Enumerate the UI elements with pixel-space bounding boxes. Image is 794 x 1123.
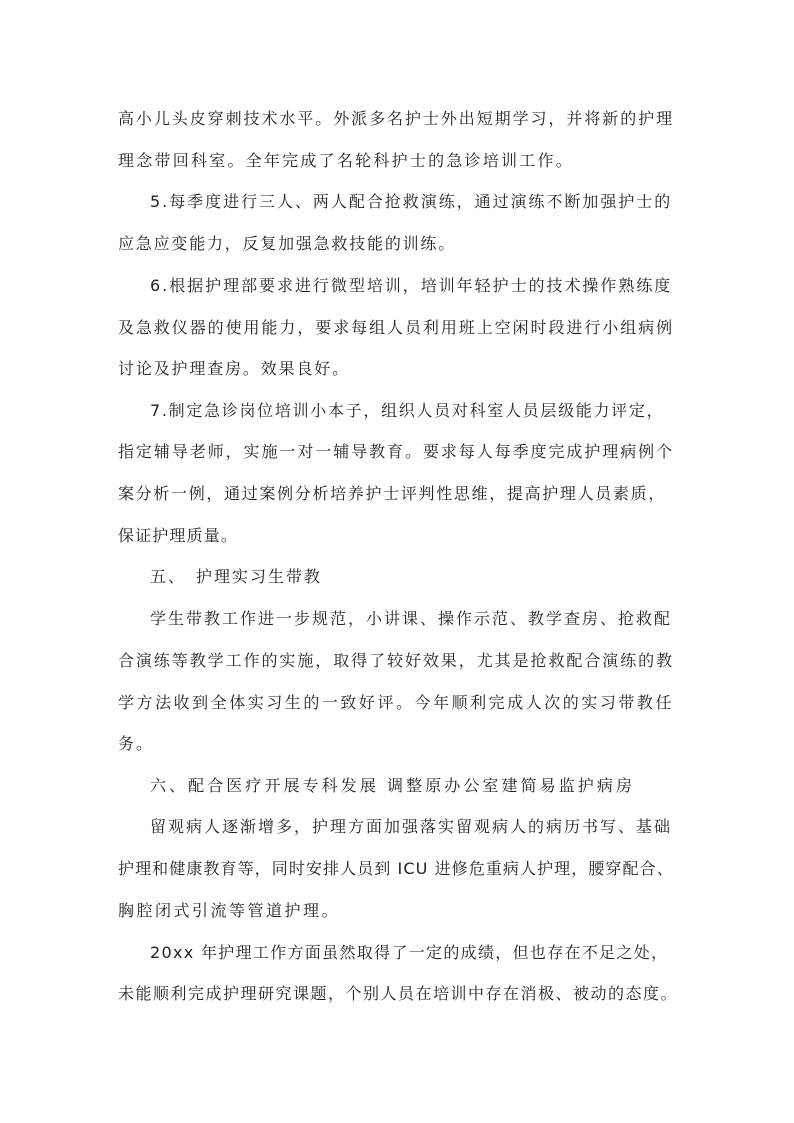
text-line: 5.每季度进行三人、两人配合抢救演练，通过演练不断加强护士的 bbox=[150, 192, 673, 211]
text-line: 合演练等教学工作的实施，取得了较好效果，尤其是抢救配合演练的教 bbox=[118, 651, 675, 670]
text-line: 学方法收到全体实习生的一致好评。今年顺利完成人次的实习带教任 bbox=[118, 693, 675, 712]
text-line: 指定辅导老师，实施一对一辅导教育。要求每人每季度完成护理病例个 bbox=[118, 442, 675, 461]
text-line: 学生带教工作进一步规范，小讲课、操作示范、教学查房、抢救配 bbox=[150, 609, 673, 628]
text-line: 保证护理质量。 bbox=[118, 526, 239, 545]
text-line: 及急救仪器的使用能力，要求每组人员利用班上空闲时段进行小组病例 bbox=[118, 318, 675, 337]
text-line: 胸腔闭式引流等管道护理。 bbox=[118, 901, 341, 920]
text-line: 7.制定急诊岗位培训小本子，组织人员对科室人员层级能力评定， bbox=[150, 401, 665, 420]
text-line: 6.根据护理部要求进行微型培训，培训年轻护士的技术操作熟练度 bbox=[150, 276, 673, 295]
text-line: 理念带回科室。全年完成了名轮科护士的急诊培训工作。 bbox=[118, 151, 575, 170]
text-line: 讨论及护理查房。效果良好。 bbox=[118, 359, 351, 378]
text-line: 护理和健康教育等，同时安排人员到 ICU 进修危重病人护理，腰穿配合、 bbox=[118, 859, 674, 878]
text-line: 20xx 年护理工作方面虽然取得了一定的成绩，但也存在不足之处， bbox=[150, 943, 669, 962]
text-line: 未能顺利完成护理研究课题，个别人员在培训中存在消极、被动的态度。 bbox=[118, 984, 679, 1003]
text-line: 高小儿头皮穿刺技术水平。外派多名护士外出短期学习，并将新的护理 bbox=[118, 109, 675, 128]
text-line: 务。 bbox=[118, 734, 155, 753]
text-line: 案分析一例，通过案例分析培养护士评判性思维，提高护理人员素质， bbox=[118, 484, 667, 503]
text-line: 应急应变能力，反复加强急救技能的训练。 bbox=[118, 234, 457, 253]
section-heading: 六、配合医疗开展专科发展 调整原办公室建简易监护病房 bbox=[150, 776, 636, 795]
section-heading: 五、 护理实习生带教 bbox=[150, 567, 323, 586]
text-line: 留观病人逐渐增多，护理方面加强落实留观病人的病历书写、基础 bbox=[150, 817, 673, 836]
